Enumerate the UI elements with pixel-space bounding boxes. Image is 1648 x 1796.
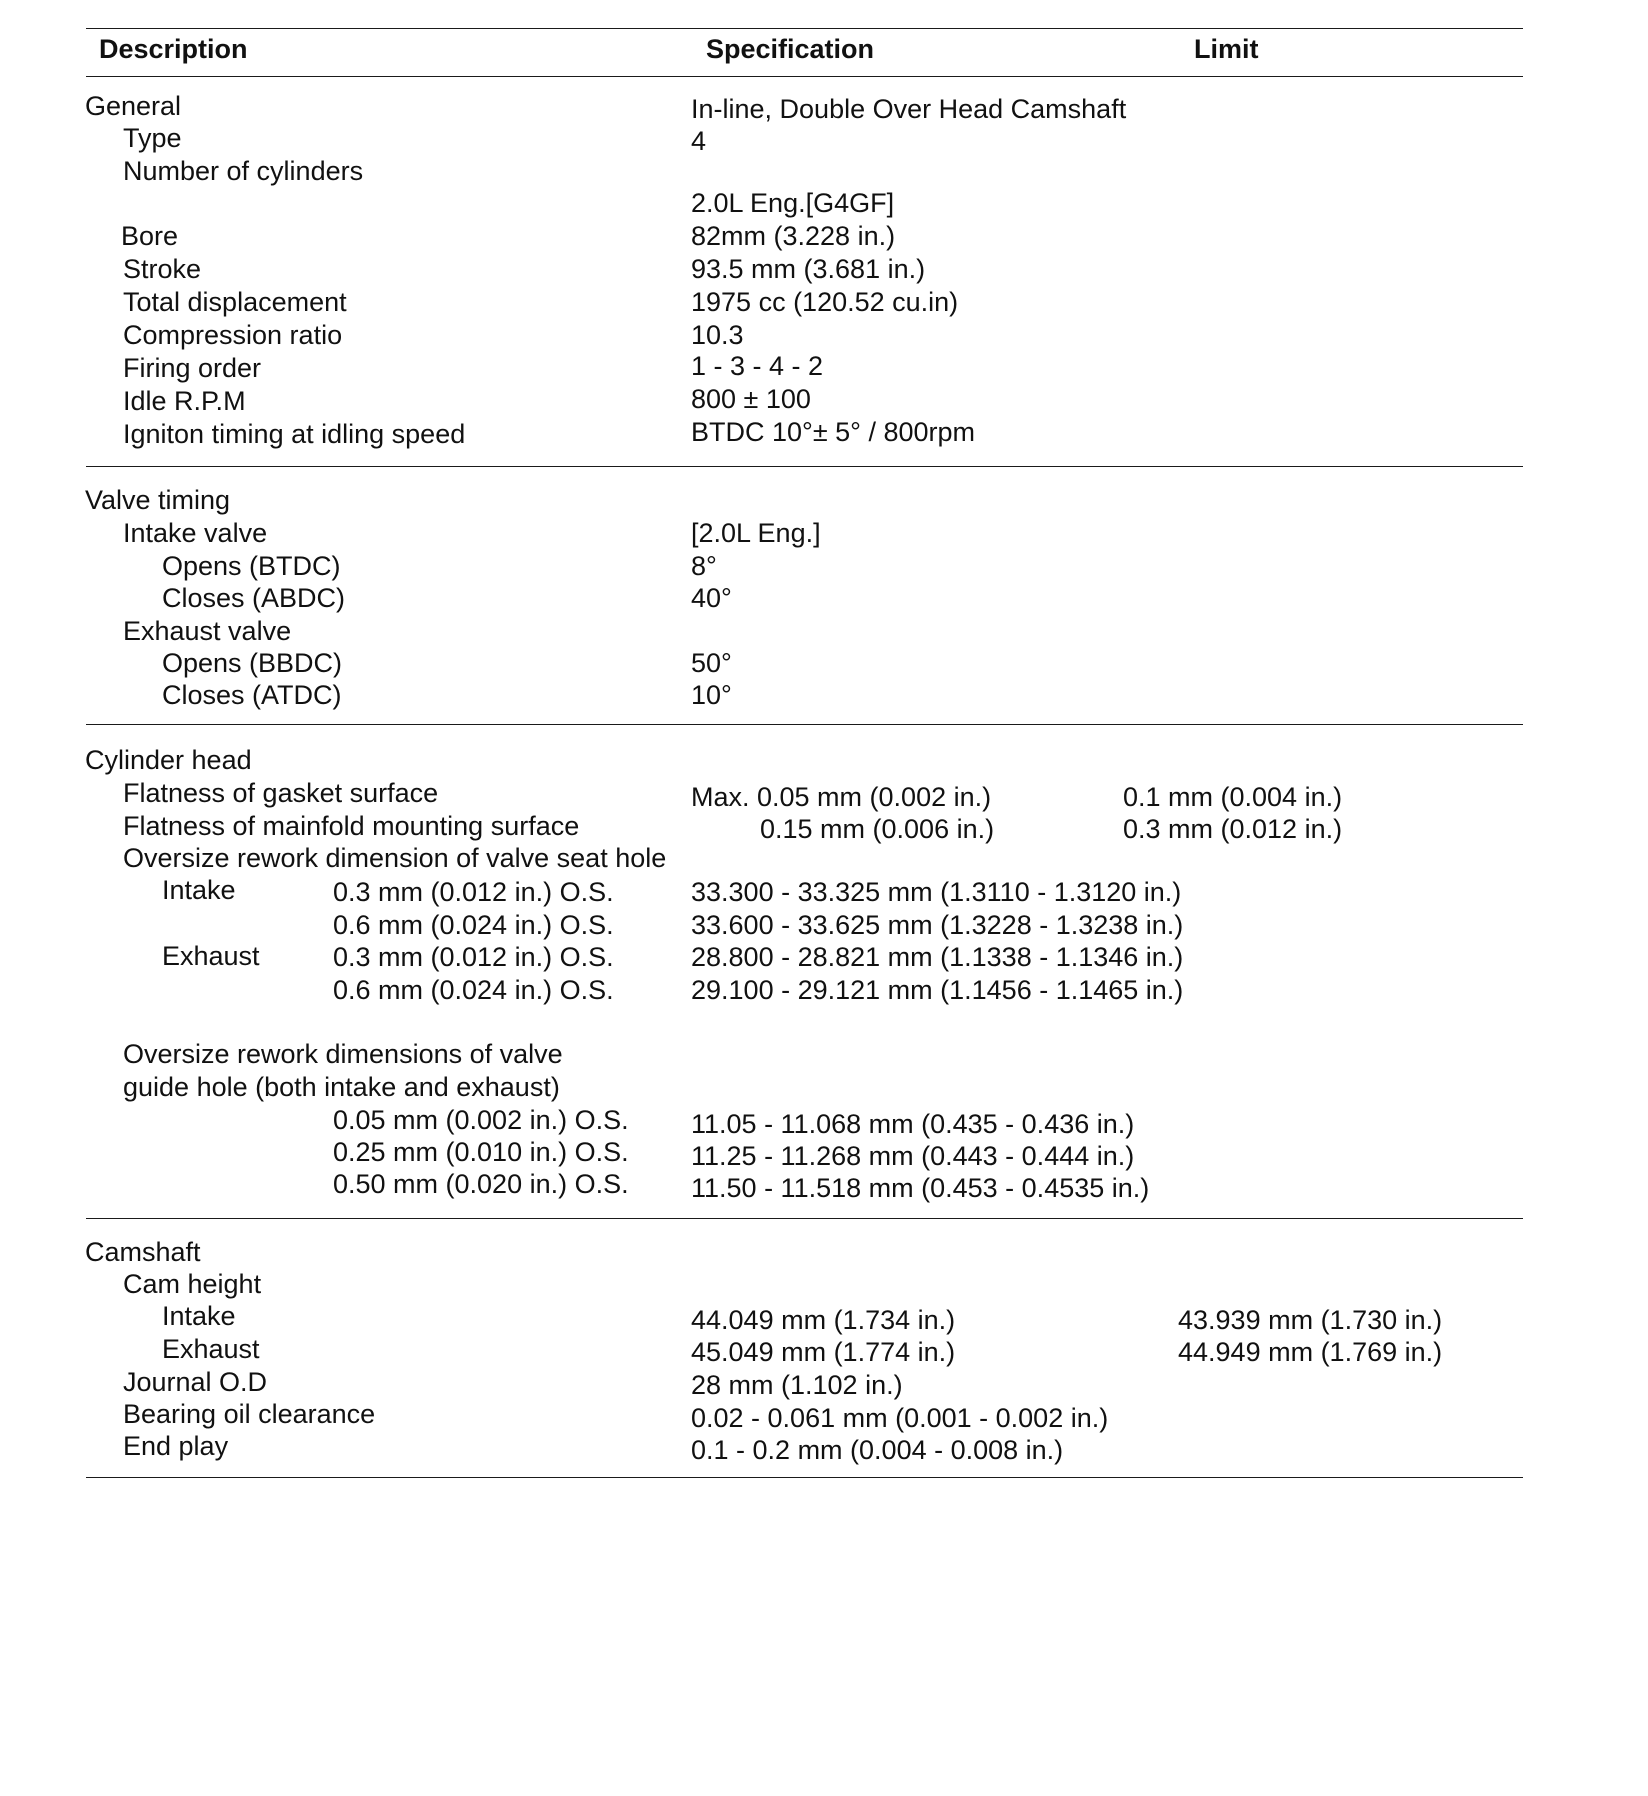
compression-value: 10.3 [691, 320, 744, 350]
cam-exhaust-label: Exhaust [162, 1334, 260, 1364]
ignition-value: BTDC 10°± 5° / 800rpm [691, 417, 976, 447]
guide-os3: 0.50 mm (0.020 in.) O.S. [333, 1169, 629, 1199]
exhaust-valve-label: Exhaust valve [123, 616, 292, 646]
gasket-label: Flatness of gasket surface [123, 778, 439, 808]
journal-value: 28 mm (1.102 in.) [691, 1370, 903, 1400]
cam-height-label: Cam height [123, 1269, 262, 1299]
seat-exhaust-os2: 0.6 mm (0.024 in.) O.S. [333, 975, 614, 1005]
type-value: In-line, Double Over Head Camshaft [691, 94, 1127, 124]
cam-intake-limit: 43.939 mm (1.730 in.) [1178, 1305, 1443, 1335]
gasket-limit: 0.1 mm (0.004 in.) [1123, 782, 1343, 812]
firing-label: Firing order [123, 353, 262, 383]
general-rule [86, 466, 1523, 467]
valve-timing-rule [86, 724, 1523, 725]
compression-label: Compression ratio [123, 320, 343, 350]
general-title: General [85, 91, 182, 121]
engine-label: 2.0L Eng.[G4GF] [691, 188, 895, 218]
manifold-label: Flatness of mainfold mounting surface [123, 811, 580, 841]
guide-os3-value: 11.50 - 11.518 mm (0.453 - 0.4535 in.) [691, 1173, 1150, 1203]
guide-os2-value: 11.25 - 11.268 mm (0.443 - 0.444 in.) [691, 1141, 1135, 1171]
seat-exhaust-os1: 0.3 mm (0.012 in.) O.S. [333, 942, 614, 972]
exhaust-closes-label: Closes (ATDC) [162, 680, 342, 710]
camshaft-title: Camshaft [85, 1237, 201, 1267]
stroke-value: 93.5 mm (3.681 in.) [691, 254, 926, 284]
guide-os1: 0.05 mm (0.002 in.) O.S. [333, 1105, 629, 1135]
guide-label-2: guide hole (both intake and exhaust) [123, 1072, 560, 1102]
cylinder-head-title: Cylinder head [85, 745, 252, 775]
cylinders-value: 4 [691, 126, 707, 156]
guide-os1-value: 11.05 - 11.068 mm (0.435 - 0.436 in.) [691, 1109, 1135, 1139]
stroke-label: Stroke [123, 254, 202, 284]
seat-intake-os2: 0.6 mm (0.024 in.) O.S. [333, 910, 614, 940]
intake-valve-label: Intake valve [123, 518, 268, 548]
valve-timing-title: Valve timing [85, 485, 231, 515]
firing-value: 1 - 3 - 4 - 2 [691, 351, 824, 381]
bearing-value: 0.02 - 0.061 mm (0.001 - 0.002 in.) [691, 1403, 1109, 1433]
manifold-spec: 0.15 mm (0.006 in.) [760, 814, 995, 844]
cylinders-label: Number of cylinders [123, 156, 364, 186]
top-rule [86, 28, 1523, 29]
header-description: Description [99, 34, 248, 64]
seat-intake-label: Intake [162, 875, 236, 905]
seat-intake-os1-value: 33.300 - 33.325 mm (1.3110 - 1.3120 in.) [691, 877, 1182, 907]
cylinder-head-rule [86, 1218, 1523, 1219]
bearing-label: Bearing oil clearance [123, 1399, 376, 1429]
gasket-spec: Max. 0.05 mm (0.002 in.) [691, 782, 992, 812]
journal-label: Journal O.D [123, 1367, 268, 1397]
header-specification: Specification [706, 34, 875, 64]
valve-engine-label: [2.0L Eng.] [691, 518, 821, 548]
cam-exhaust-spec: 45.049 mm (1.774 in.) [691, 1337, 956, 1367]
camshaft-rule [86, 1477, 1523, 1478]
exhaust-closes-value: 10° [691, 680, 732, 710]
intake-opens-label: Opens (BTDC) [162, 551, 341, 581]
guide-os2: 0.25 mm (0.010 in.) O.S. [333, 1137, 629, 1167]
seat-label: Oversize rework dimension of valve seat hole [123, 843, 667, 873]
displacement-label: Total displacement [123, 287, 347, 317]
header-limit: Limit [1194, 34, 1259, 64]
intake-closes-label: Closes (ABDC) [162, 583, 346, 613]
exhaust-opens-value: 50° [691, 648, 732, 678]
seat-exhaust-os2-value: 29.100 - 29.121 mm (1.1456 - 1.1465 in.) [691, 975, 1184, 1005]
header-rule [86, 76, 1523, 77]
seat-intake-os1: 0.3 mm (0.012 in.) O.S. [333, 877, 614, 907]
idle-value: 800 ± 100 [691, 384, 811, 414]
ignition-label: Igniton timing at idling speed [123, 419, 466, 449]
intake-opens-value: 8° [691, 551, 717, 581]
displacement-value: 1975 cc (120.52 cu.in) [691, 287, 959, 317]
cam-exhaust-limit: 44.949 mm (1.769 in.) [1178, 1337, 1443, 1367]
manifold-limit: 0.3 mm (0.012 in.) [1123, 814, 1343, 844]
bore-label: Bore [121, 221, 179, 251]
seat-exhaust-os1-value: 28.800 - 28.821 mm (1.1338 - 1.1346 in.) [691, 942, 1184, 972]
bore-value: 82mm (3.228 in.) [691, 221, 896, 251]
cam-intake-spec: 44.049 mm (1.734 in.) [691, 1305, 956, 1335]
seat-exhaust-label: Exhaust [162, 941, 260, 971]
guide-label-1: Oversize rework dimensions of valve [123, 1039, 563, 1069]
idle-label: Idle R.P.M [123, 386, 246, 416]
intake-closes-value: 40° [691, 583, 732, 613]
exhaust-opens-label: Opens (BBDC) [162, 648, 343, 678]
endplay-label: End play [123, 1431, 229, 1461]
type-label: Type [123, 123, 182, 153]
seat-intake-os2-value: 33.600 - 33.625 mm (1.3228 - 1.3238 in.) [691, 910, 1184, 940]
endplay-value: 0.1 - 0.2 mm (0.004 - 0.008 in.) [691, 1435, 1064, 1465]
cam-intake-label: Intake [162, 1301, 236, 1331]
